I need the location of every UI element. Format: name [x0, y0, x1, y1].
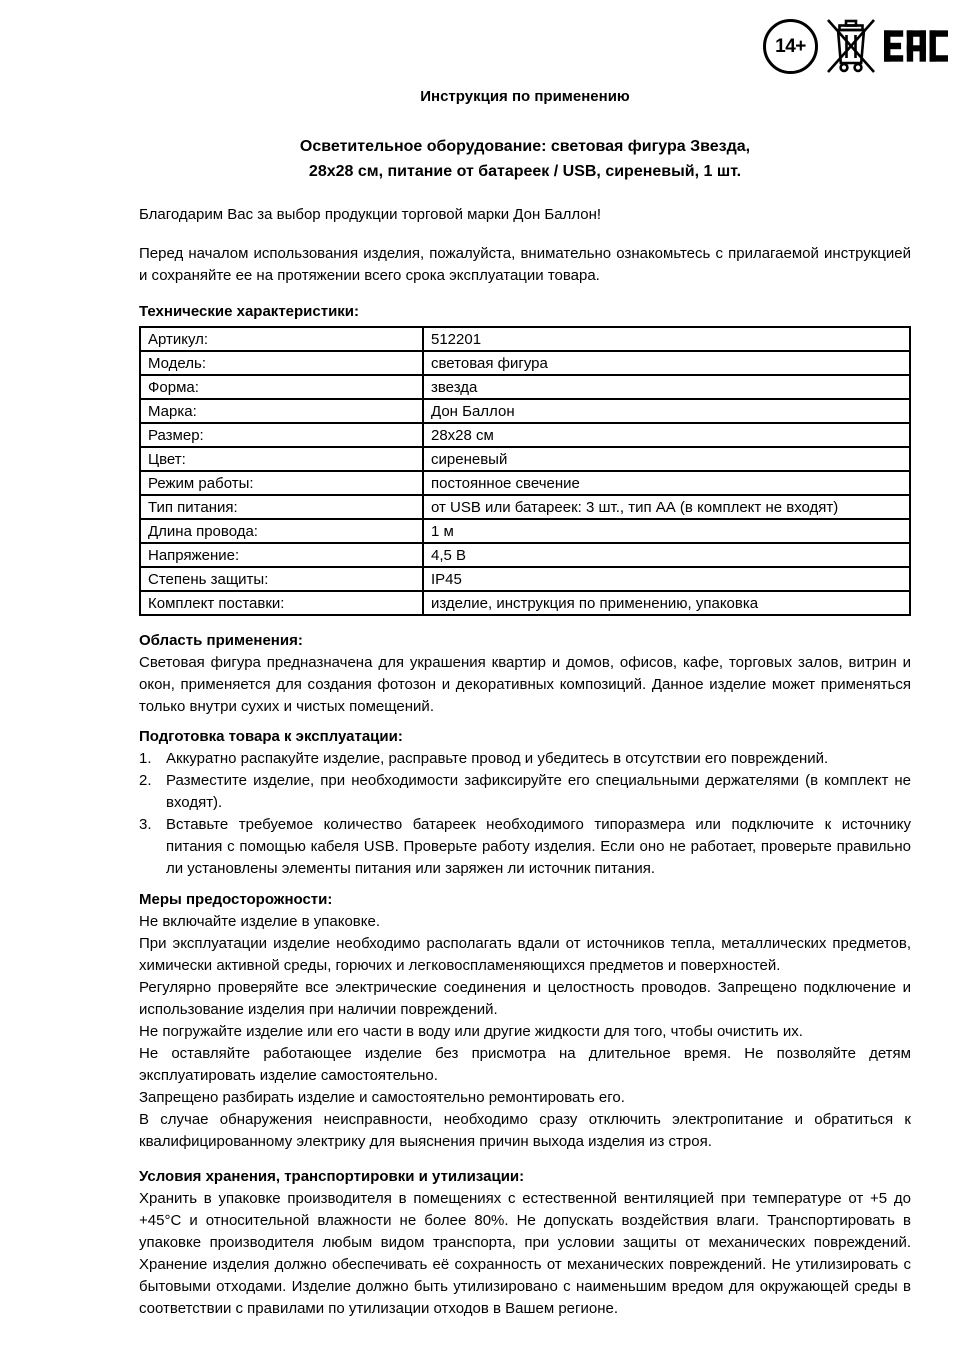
spec-value: 4,5 В	[423, 543, 910, 567]
certification-badges	[763, 17, 948, 75]
application-paragraph: Световая фигура предназначена для украшения квартир и домов, офисов, кафе, торговых залов, витрин и окон, применяется для создания фотозон и декоративных композиций. Данное изделие может применяться только внутри сухих и чистых помещений.	[139, 654, 911, 715]
list-item	[139, 814, 911, 880]
eac-mark-icon	[884, 24, 948, 68]
preparation-list	[139, 748, 911, 880]
thanks-paragraph: Благодарим Вас за выбор продукции торговой марки Дон Баллон!	[139, 206, 602, 223]
table-row	[140, 375, 910, 399]
table-row	[140, 471, 910, 495]
section-heading-specs: Технические характеристики:	[139, 303, 360, 320]
spec-label: Форма:	[140, 375, 423, 399]
spec-label: Тип питания:	[140, 495, 423, 519]
spec-value: IP45	[423, 567, 910, 591]
table-row	[140, 399, 910, 423]
list-item-text: Разместите изделие, при необходимости зафиксируйте его специальными держателями (в комплект не входят).	[166, 772, 911, 811]
spec-label: Модель:	[140, 351, 423, 375]
spec-label: Длина провода:	[140, 519, 423, 543]
product-subtitle-line2: 28х28 см, питание от батареек / USB, сиреневый, 1 шт.	[308, 163, 742, 180]
spec-value: световая фигура	[423, 351, 910, 375]
product-subtitle	[139, 134, 911, 184]
age-rating-badge	[763, 19, 818, 74]
page-title: Инструкция по применению	[420, 88, 630, 105]
spec-value: сиреневый	[423, 447, 910, 471]
table-row	[140, 591, 910, 615]
table-row	[140, 543, 910, 567]
section-heading-precautions: Меры предосторожности:	[139, 891, 333, 908]
spec-value: 1 м	[423, 519, 910, 543]
table-row	[140, 495, 910, 519]
precaution-paragraph: Не оставляйте работающее изделие без присмотра на длительное время. Не позволяйте детям эксплуатировать изделие самостоятельно.	[139, 1045, 911, 1084]
table-row	[140, 519, 910, 543]
list-item	[139, 748, 911, 770]
storage-paragraph: Хранить в упаковке производителя в помещениях с естественной вентиляцией при температуре от +5 до +45°С и относительной влажности не более 80%. Не допускать воздействия влаги. Транспортировать в упаковке производителя любым видом транспорта, при условии защиты от механических повреждений. Хранение изделия должно обеспечивать её сохранность от механических повреждений. Не утилизировать с бытовыми отходами. Изделие должно быть утилизировано с наименьшим вредом для окружающей среды в соответствии с правилами по утилизации отходов в Вашем регионе.	[139, 1190, 911, 1317]
spec-label: Артикул:	[140, 327, 423, 351]
spec-label: Цвет:	[140, 447, 423, 471]
section-heading-application: Область применения:	[139, 632, 303, 649]
spec-label: Напряжение:	[140, 543, 423, 567]
list-item-text: Вставьте требуемое количество батареек необходимого типоразмера или подключите к источнику питания с помощью кабеля USB. Проверьте работу изделия. Если оно не работает, проверьте правильно ли установлены элементы питания или заряжен ли источник питания.	[166, 816, 911, 877]
age-rating-label: 14+	[775, 35, 806, 57]
table-row	[140, 447, 910, 471]
precaution-paragraph: Не погружайте изделие или его части в воду или другие жидкости для того, чтобы очистить их.	[139, 1023, 803, 1040]
specs-table	[139, 326, 911, 616]
precaution-paragraph: В случае обнаружения неисправности, необходимо сразу отключить электропитание и обратиться к квалифицированному электрику для выяснения причин выхода изделия из строя.	[139, 1111, 911, 1150]
spec-value: от USB или батареек: 3 шт., тип АА (в комплект не входят)	[423, 495, 910, 519]
precaution-paragraph: Запрещено разбирать изделие и самостоятельно ремонтировать его.	[139, 1089, 625, 1106]
spec-value: Дон Баллон	[423, 399, 910, 423]
spec-label: Степень защиты:	[140, 567, 423, 591]
spec-value: 512201	[423, 327, 910, 351]
spec-value: изделие, инструкция по применению, упаковка	[423, 591, 910, 615]
table-row	[140, 327, 910, 351]
section-heading-preparation: Подготовка товара к эксплуатации:	[139, 728, 403, 745]
precaution-paragraph: Не включайте изделие в упаковке.	[139, 913, 381, 930]
precaution-paragraph: При эксплуатации изделие необходимо располагать вдали от источников тепла, металлических предметов, химически активной среды, горючих и легковоспламеняющихся предметов и поверхностей.	[139, 935, 911, 974]
list-item-number: 1.	[139, 750, 152, 767]
list-item-number: 2.	[139, 772, 152, 789]
precaution-paragraph: Регулярно проверяйте все электрические соединения и целостность проводов. Запрещено подключение и использование изделия при наличии повреждений.	[139, 979, 911, 1018]
table-row	[140, 351, 910, 375]
read-first-paragraph: Перед началом использования изделия, пожалуйста, внимательно ознакомьтесь с прилагаемой инструкцией и сохраняйте ее на протяжении всего срока эксплуатации товара.	[139, 245, 911, 284]
spec-label: Размер:	[140, 423, 423, 447]
list-item-number: 3.	[139, 816, 152, 833]
spec-value: 28х28 см	[423, 423, 910, 447]
spec-value: звезда	[423, 375, 910, 399]
table-row	[140, 567, 910, 591]
spec-label: Комплект поставки:	[140, 591, 423, 615]
spec-value: постоянное свечение	[423, 471, 910, 495]
table-row	[140, 423, 910, 447]
section-heading-storage: Условия хранения, транспортировки и утилизации:	[139, 1168, 525, 1185]
spec-label: Марка:	[140, 399, 423, 423]
list-item	[139, 770, 911, 814]
spec-label: Режим работы:	[140, 471, 423, 495]
product-subtitle-line1: Осветительное оборудование: световая фигура Звезда,	[299, 138, 751, 155]
weee-crossed-bin-icon	[825, 17, 877, 75]
list-item-text: Аккуратно распакуйте изделие, расправьте провод и убедитесь в отсутствии его повреждений.	[166, 750, 829, 767]
